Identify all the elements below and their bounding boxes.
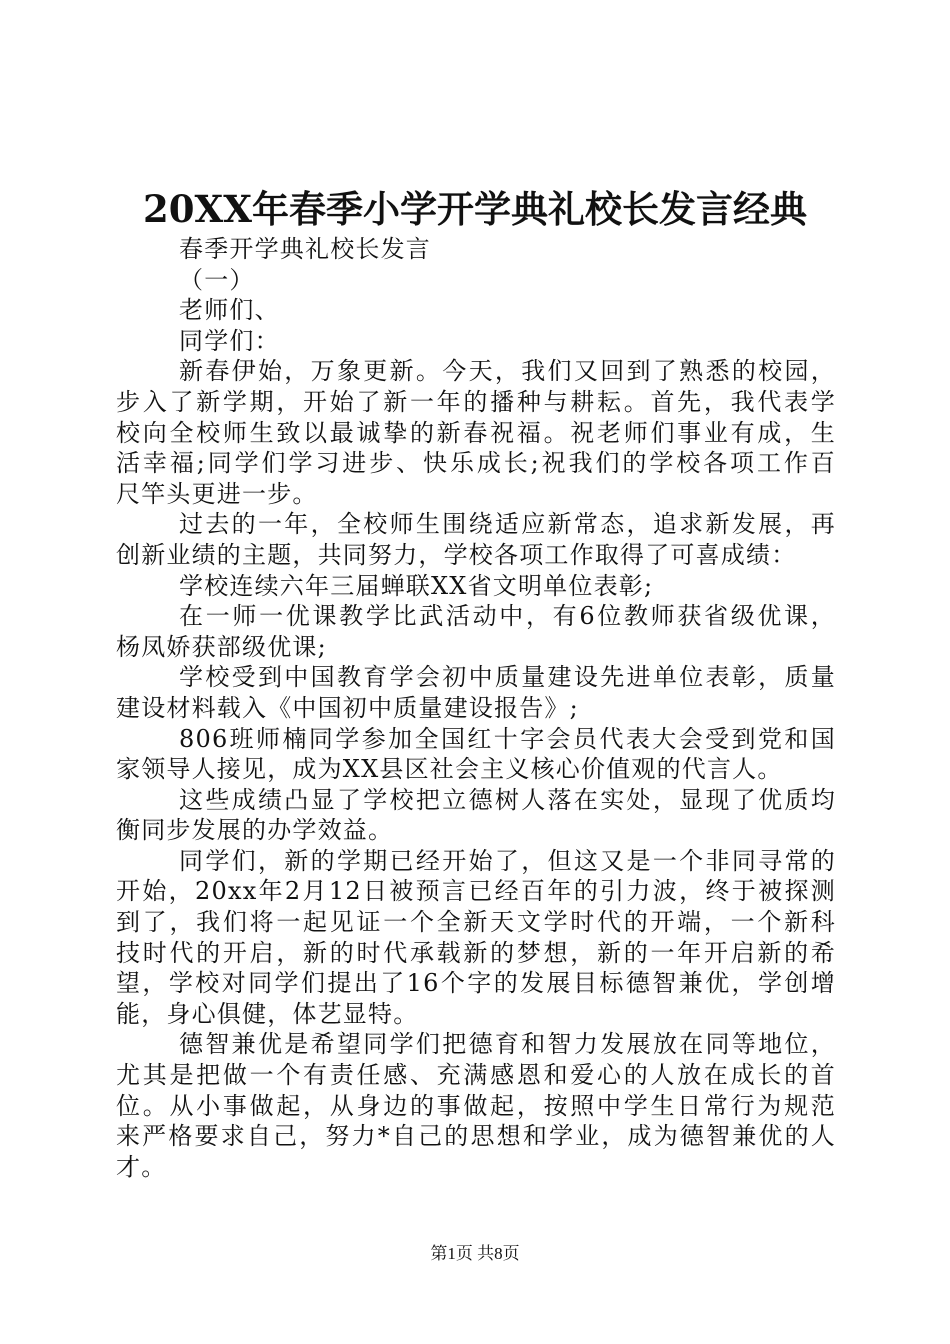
body-line: 能，身心俱健，体艺显特。 (116, 999, 419, 1028)
body-line: 尤其是把做一个有责任感、充满感恩和爱心的人放在成长的首 (116, 1061, 836, 1090)
body-line: 同学们，新的学期已经开始了，但这又是一个非同寻常的 (179, 846, 836, 875)
body-line: 新春伊始，万象更新。今天，我们又回到了熟悉的校园， (179, 357, 836, 386)
document-title: 20XX年春季小学开学典礼校长发言经典 (143, 187, 807, 231)
page-footer: 第1页 共8页 (430, 1244, 520, 1263)
body-line: 学校连续六年三届蝉联XX省文明单位表彰; (179, 571, 654, 600)
body-line: 在一师一优课教学比武活动中，有6位教师获省级优课， (179, 602, 836, 631)
body-line: 校向全校师生致以最诚挚的新春祝福。祝老师们事业有成，生 (116, 418, 836, 447)
body-line: 才。 (116, 1152, 167, 1181)
body-line: 活幸福;同学们学习进步、快乐成长;祝我们的学校各项工作百 (116, 449, 836, 478)
body-line: 家领导人接见，成为XX县区社会主义核心价值观的代言人。 (116, 755, 783, 784)
body-line: 技时代的开启，新的时代承载新的梦想，新的一年开启新的希 (116, 938, 836, 967)
body-line: 开始，20xx年2月12日被预言已经百年的引力波，终于被探测 (116, 877, 836, 906)
body-line: 创新业绩的主题，共同努力，学校各项工作取得了可喜成绩： (116, 540, 797, 569)
body-line: 806班师楠同学参加全国红十字会员代表大会受到党和国 (179, 724, 836, 753)
body-line: 春季开学典礼校长发言 (179, 235, 431, 263)
body-line: 位。从小事做起，从身边的事做起，按照中学生日常行为规范 (116, 1091, 836, 1120)
body-line: 望，学校对同学们提出了16个字的发展目标德智兼优，学创增 (116, 969, 836, 998)
body-line: 过去的一年，全校师生围绕适应新常态，追求新发展，再 (179, 510, 836, 539)
body-line: 学校受到中国教育学会初中质量建设先进单位表彰，质量 (179, 663, 836, 692)
document-body (116, 234, 836, 1182)
body-line: 衡同步发展的办学效益。 (116, 816, 394, 845)
body-line: 杨凤娇获部级优课; (116, 632, 327, 661)
body-line: 来严格要求自己，努力*自己的思想和学业，成为德智兼优的人 (116, 1122, 836, 1151)
body-line: 到了，我们将一起见证一个全新天文学时代的开端，一个新科 (116, 908, 836, 937)
body-line: （一） (179, 265, 255, 294)
body-line: 步入了新学期，开始了新一年的播种与耕耘。首先，我代表学 (116, 387, 836, 416)
body-line: 同学们： (179, 326, 280, 355)
body-line: 尺竿头更进一步。 (116, 479, 318, 508)
body-line: 建设材料载入《中国初中质量建设报告》; (116, 693, 579, 722)
body-line: 这些成绩凸显了学校把立德树人落在实处，显现了优质均 (179, 785, 836, 814)
body-line: 老师们、 (179, 296, 280, 325)
body-line: 德智兼优是希望同学们把德育和智力发展放在同等地位， (179, 1030, 836, 1059)
